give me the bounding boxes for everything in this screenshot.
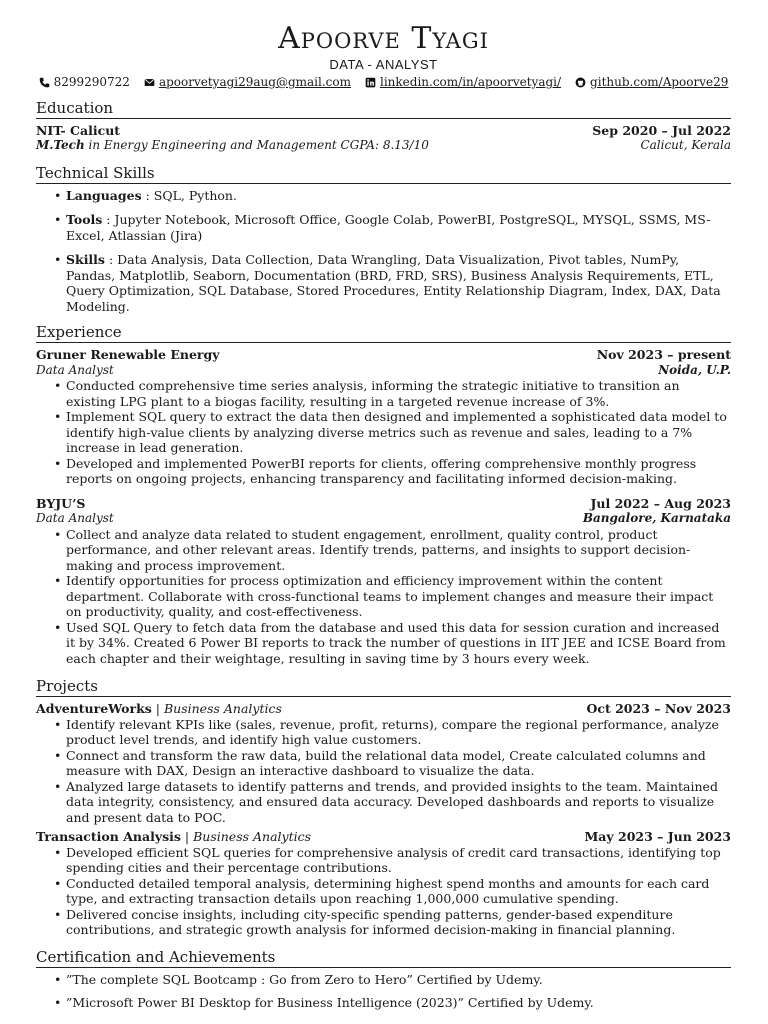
bullet-item: • Developed efficient SQL queries for comprehensive analysis of credit card transactions, identifying top spending cities and their percentage contributions. [66, 845, 731, 876]
job-dates: Nov 2023 – present [596, 347, 731, 362]
bullet-item: • Identify opportunities for process optimization and efficiency improvement within the content department. Collaborate with cross-functional teams to implement changes and measure their impact on productivity, quality, and cost-effectiveness. [66, 573, 731, 620]
phone-icon [39, 77, 50, 88]
bullet-item: • Developed and implemented PowerBI reports for clients, offering comprehensive monthly progress reports on ongoing projects, enhancing transparency and facilitating informed decision-making. [66, 456, 731, 487]
project-name: AdventureWorks [36, 701, 152, 716]
bullet-item: • Identify relevant KPIs like (sales, revenue, profit, returns), compare the regional performance, analyze product level trends, and identify high value customers. [66, 717, 731, 748]
skills-item [66, 212, 731, 243]
project-type: Business Analytics [163, 701, 282, 716]
project-name: Transaction Analysis [36, 829, 181, 844]
envelope-icon [144, 77, 155, 88]
project-title [36, 829, 311, 845]
candidate-name: Apoorve Tyagi [278, 21, 489, 56]
certification-item: • ”The complete SQL Bootcamp : Go from Zero to Hero” Certified by Udemy. [66, 972, 731, 988]
bullet-item: • Connect and transform the raw data, build the relational data model, Create calculated columns and measure with DAX, Design an interactive dashboard to visualize the data. [66, 748, 731, 779]
degree-line [36, 138, 429, 154]
job-bullets [36, 378, 731, 487]
bullet-item: • Collect and analyze data related to student engagement, enrollment, quality control, product performance, and other relevant areas. Identify trends, patterns, and insights to support decision-making and process improvement. [66, 527, 731, 574]
contact-phone [39, 75, 130, 91]
job-entry [36, 496, 731, 667]
company-name: BYJU’S [36, 495, 86, 511]
job-dates: Jul 2022 – Aug 2023 [590, 495, 731, 511]
skills-heading: Technical Skills [36, 164, 731, 184]
project-entry [36, 829, 731, 938]
job-role: Data Analyst [36, 511, 114, 525]
projects-heading: Projects [36, 677, 731, 697]
project-dates: May 2023 – Jun 2023 [584, 829, 731, 844]
phone-number: 8299290722 [53, 75, 130, 89]
school-name: NIT- Calicut [36, 122, 121, 138]
education-dates: Sep 2020 – Jul 2022 [592, 122, 731, 138]
certification-item: • ”Microsoft Power BI Desktop for Business Intelligence (2023)” Certified by Udemy. [66, 995, 731, 1011]
bullet-item: • Analyzed large datasets to identify patterns and trends, and provided insights to the team. Maintained data integrity, consistency, and ensured data accuracy. Developed dashboards and reports to visualize and present data to POC. [66, 779, 731, 826]
project-separator: | [180, 829, 194, 844]
skills-label: Skills [66, 252, 105, 267]
contact-github[interactable] [575, 75, 728, 91]
experience-heading: Experience [36, 323, 731, 343]
skills-text: : Data Analysis, Data Collection, Data Wrangling, Data Visualization, Pivot tables, NumPy, Pandas, Matplotlib, Seaborn, Documentation (BRD, FRD, SRS), Business Analysis Requirements, ETL, Query Optimization, SQL Database, Stored Procedures, Entity Relationship Diagram, Index, DAX, Data Modeling. [66, 252, 721, 314]
skills-label: Tools [66, 212, 103, 227]
project-bullets [36, 717, 731, 826]
company-name: Gruner Renewable Energy [36, 347, 220, 362]
linkedin-link[interactable]: linkedin.com/in/apoorvetyagi/ [380, 75, 562, 89]
contact-linkedin[interactable] [365, 75, 561, 91]
resume-page [36, 22, 731, 1019]
github-link[interactable]: github.com/Apoorve29 [590, 75, 729, 89]
bullet-item: • Used SQL Query to fetch data from the database and used this data for session curation and increased it by 34%. Created 6 Power BI reports to track the number of questions in IIT JEE and ICSE Board from each chapter and their weightage, resulting in saving time by 3 hours every week. [66, 620, 731, 667]
education-entry [36, 123, 731, 154]
bullet-item: • Implement SQL query to extract the data then designed and implemented a sophisticated data model to identify high-value clients by analyzing diverse metrics such as revenue and sales, leading to a 7% increase in lead generation. [66, 409, 731, 456]
skills-item [66, 252, 731, 314]
bullet-item: • Delivered concise insights, including city-specific spending patterns, gender-based expenditure contributions, and strategic growth analysis for informed decision-making in financial planning. [66, 907, 731, 938]
project-type: Business Analytics [193, 829, 312, 844]
job-role: Data Analyst [36, 362, 114, 377]
education-location: Calicut, Kerala [640, 138, 731, 152]
project-entry [36, 701, 731, 825]
degree-title: M.Tech [36, 138, 85, 152]
degree-detail: in Energy Engineering and Management CGPA: 8.13/10 [84, 138, 429, 152]
project-separator: | [151, 701, 164, 716]
contact-email[interactable] [144, 75, 351, 91]
certifications-list [36, 972, 731, 1011]
education-heading: Education [36, 99, 731, 119]
project-title [36, 701, 282, 717]
linkedin-icon [365, 77, 376, 88]
skills-label: Languages [66, 187, 142, 203]
skills-text: : Jupyter Notebook, Microsoft Office, Google Colab, PowerBI, PostgreSQL, MYSQL, SSMS, MS-Excel, Atlassian (Jira) [66, 212, 711, 243]
certifications-heading: Certification and Achievements [36, 948, 731, 968]
job-location: Bangalore, Karnataka [582, 511, 731, 525]
project-bullets [36, 845, 731, 938]
contact-bar [36, 75, 731, 91]
job-entry [36, 347, 731, 487]
skills-item [66, 188, 731, 204]
skills-text: : SQL, Python. [141, 187, 237, 203]
skills-list [36, 188, 731, 315]
github-icon [575, 77, 586, 88]
job-location: Noida, U.P. [658, 362, 731, 377]
candidate-role: DATA - ANALYST [329, 57, 438, 72]
bullet-item: • Conducted comprehensive time series analysis, informing the strategic initiative to transition an existing LPG plant to a biogas facility, resulting in a targeted revenue increase of 3%. [66, 378, 731, 409]
bullet-item: • Conducted detailed temporal analysis, determining highest spend months and amounts for each card type, and extracting transaction details upon reaching 1,000,000 cumulative spending. [66, 876, 731, 907]
email-link[interactable]: apoorvetyagi29aug@gmail.com [158, 75, 351, 89]
project-dates: Oct 2023 – Nov 2023 [586, 701, 731, 716]
job-bullets [36, 527, 731, 667]
